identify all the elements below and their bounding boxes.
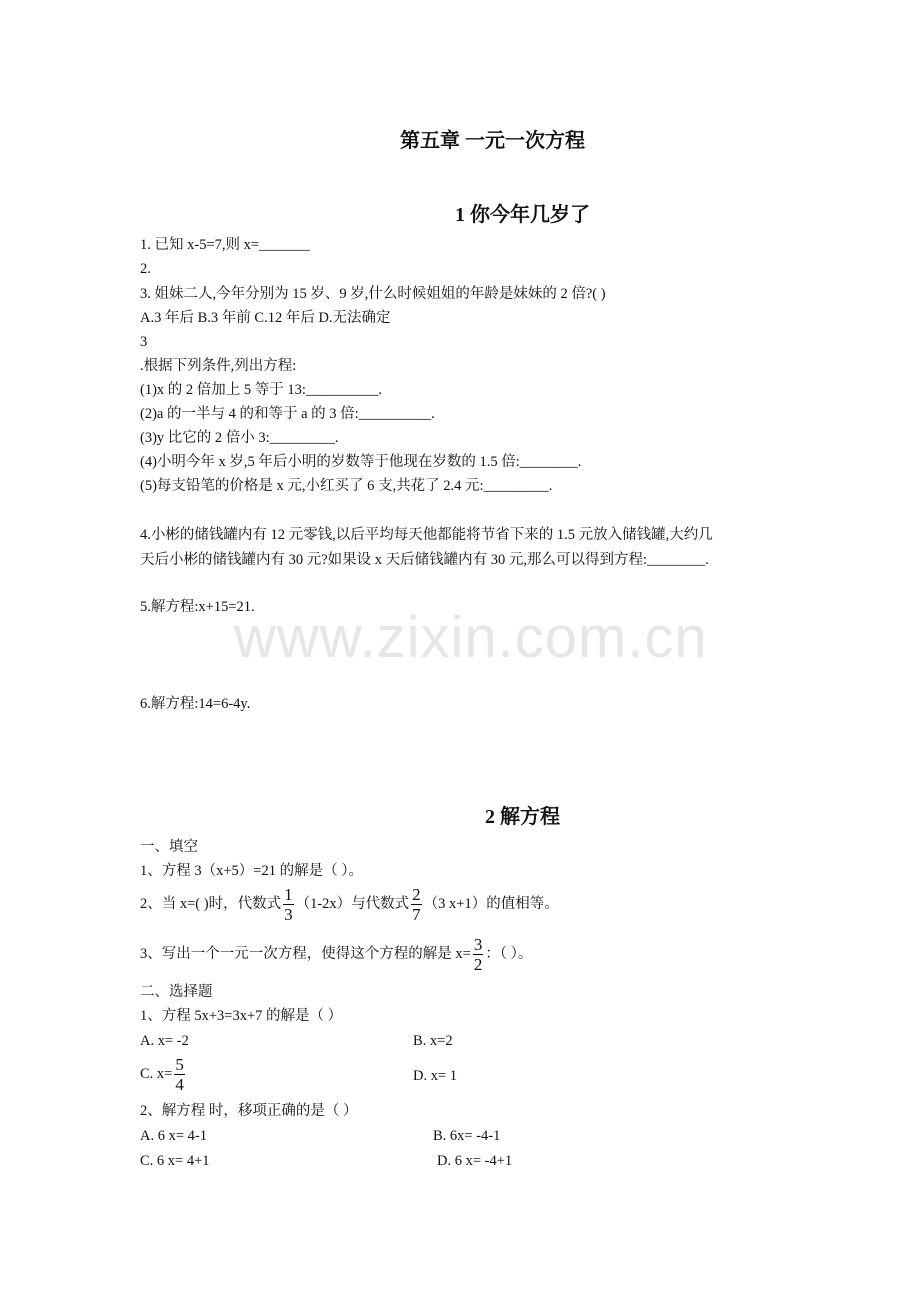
s1-line-9: (3)y 比它的 2 倍小 3:_________.: [140, 430, 339, 446]
s1-line-1: 1. 已知 x-5=7,则 x=_______: [140, 237, 310, 253]
choice-q1-option-c: [140, 1054, 187, 1094]
choice-question-2: 2、解方程 时，移项正确的是（ ）: [140, 1103, 358, 1119]
s1-line-2: 2.: [140, 261, 151, 277]
s1-line-4: A.3 年后 B.3 年前 C.12 年后 D.无法确定: [140, 310, 391, 326]
fill-question-1: 1、方程 3（x+5）=21 的解是（ ）。: [140, 863, 363, 879]
s1-line-3: 3. 姐妹二人,今年分别为 15 岁、9 岁,什么时候姐姐的年龄是妹妹的 2 倍?( ): [140, 286, 606, 302]
s1-line-5: 3: [140, 334, 148, 350]
fill-q3-pre: 3、写出一个一元一次方程，使得这个方程的解是 x=: [140, 946, 471, 962]
choice-q1-option-a: A. x= -2: [140, 1033, 189, 1049]
s1-line-15: 6.解方程:14=6-4y.: [140, 696, 251, 712]
fraction-three-halves: [473, 935, 484, 974]
choice-q2-option-a: A. 6 x= 4-1: [140, 1128, 207, 1144]
fraction-one-third: [283, 885, 294, 924]
s1-line-8: (2)a 的一半与 4 的和等于 a 的 3 倍:__________.: [140, 406, 435, 422]
s1-line-6: .根据下列条件,列出方程:: [140, 358, 297, 374]
s1-line-7: (1)x 的 2 倍加上 5 等于 13:__________.: [140, 382, 383, 398]
fraction-five-quarters: [174, 1055, 185, 1094]
fraction-two-sevenths: [411, 885, 422, 924]
fill-q2-post: （3 x+1）的值相等。: [423, 896, 559, 912]
fraction-denominator: 2: [473, 955, 483, 975]
fill-heading: 一、填空: [140, 839, 198, 855]
fill-q2-pre: 2、当 x=( )时，代数式: [140, 896, 282, 912]
s1-line-12: 4.小彬的储钱罐内有 12 元零钱,以后平均每天他都能将节省下来的 1.5 元放入储钱罐,大约几: [140, 527, 713, 543]
fraction-numerator: 1: [284, 885, 293, 905]
chapter-title: 第五章 一元一次方程: [400, 130, 585, 152]
s1-line-10: (4)小明今年 x 岁,5 年后小明的岁数等于他现在岁数的 1.5 倍:________.: [140, 454, 582, 470]
choice-q2-option-b: B. 6x= -4-1: [433, 1128, 501, 1144]
fraction-numerator: 3: [473, 935, 483, 955]
fraction-denominator: 3: [284, 905, 293, 925]
choice-q1-option-b: B. x=2: [413, 1033, 453, 1049]
fill-question-3: [140, 934, 532, 974]
option-c-label: C. x=: [140, 1066, 173, 1082]
fill-q3-post: ：（ ）。: [485, 946, 533, 962]
s1-line-13: 天后小彬的储钱罐内有 30 元?如果设 x 天后储钱罐内有 30 元,那么可以得到方程:________.: [140, 552, 709, 568]
section-2-title: 2 解方程: [485, 806, 560, 828]
fraction-denominator: 4: [175, 1075, 184, 1095]
fraction-numerator: 5: [175, 1055, 184, 1075]
choice-heading: 二、选择题: [140, 984, 213, 1000]
choice-q2-option-c: C. 6 x= 4+1: [140, 1153, 210, 1169]
fill-question-2: [140, 884, 559, 924]
fill-q2-mid: （1-2x）与代数式: [295, 896, 410, 912]
choice-question-1: 1、方程 5x+3=3x+7 的解是（ ）: [140, 1008, 343, 1024]
choice-q2-option-d: D. 6 x= -4+1: [437, 1153, 513, 1169]
section-1-title: 1 你今年几岁了: [455, 204, 590, 226]
fraction-numerator: 2: [412, 885, 421, 905]
s1-line-11: (5)每支铅笔的价格是 x 元,小红买了 6 支,共花了 2.4 元:_________.: [140, 478, 553, 494]
watermark: www.zixin.com.cn: [234, 605, 708, 670]
fraction-denominator: 7: [412, 905, 421, 925]
s1-line-14: 5.解方程:x+15=21.: [140, 599, 255, 615]
choice-q1-option-d: D. x= 1: [413, 1068, 458, 1084]
